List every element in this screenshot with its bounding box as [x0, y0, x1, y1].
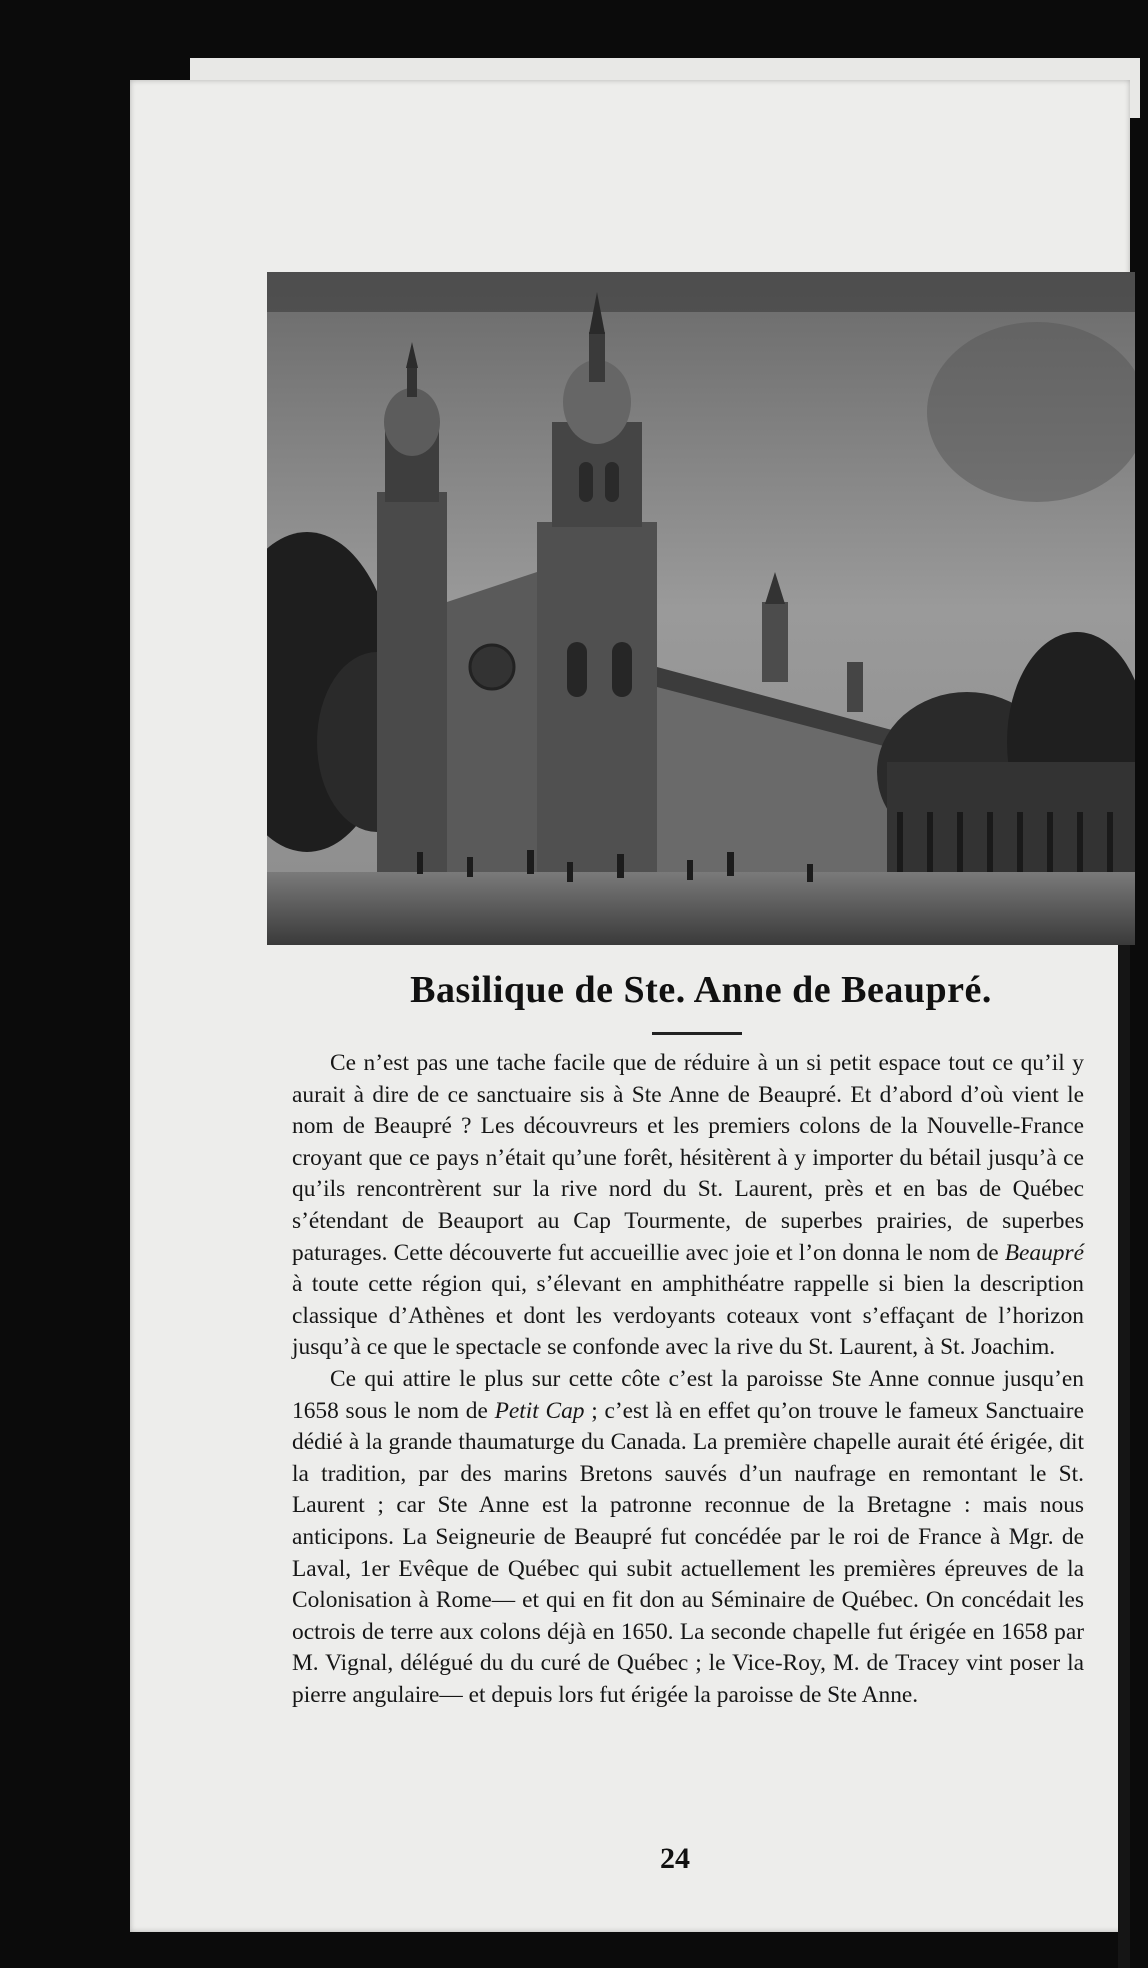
paragraph-2-text: Ce qui attire le plus sur cette côte c’est la paroisse Ste Anne connue jusqu’en 1658 sous le nom de [292, 1365, 1084, 1424]
photo-caption: Basilique de Ste. Anne de Beaupré. [410, 969, 992, 1011]
article-paragraph-1 [292, 1048, 1084, 1364]
page-number: 24 [660, 1842, 690, 1875]
paragraph-2-italic: Petit Cap [494, 1397, 585, 1424]
paragraph-1-italic: Beaupré [1004, 1239, 1084, 1266]
article-paragraph-2 [292, 1364, 1084, 1712]
caption-divider [652, 1032, 742, 1035]
paragraph-1-text: Ce n’est pas une tache facile que de réduire à un si petit espace tout ce qu’il y aurait à dire de ce sanctuaire sis à Ste Anne de Beaupré. Et d’abord d’où vient le nom de Beaupré ? Les découvreurs et les premiers colons de la Nouvelle-France croyant que ce pays n’était qu’une forêt, hésitèrent à y importer du bétail jusqu’à ce qu’ils rencontrèrent sur la rive nord du St. Laurent, près et en bas de Québec s’étendant de Beauport au Cap Tourmente, de superbes prairies, de superbes paturages. Cette découverte fut accueillie avec joie et l’on donna le nom de [292, 1050, 1084, 1266]
paragraph-1-text-end: à toute cette région qui, s’élevant en amphithéatre rappelle si bien la description classique d’Athènes et dont les verdoyants coteaux vont s’effaçant de l’horizon jusqu’à ce que le spectacle se confonde avec la rive du St. Laurent, à St. Joachim. [292, 1271, 1084, 1361]
basilica-photo-illustration [267, 272, 1135, 945]
article-body [292, 1048, 1084, 1711]
paragraph-2-text-end: ; c’est là en effet qu’on trouve le fameux Sanctuaire dédié à la grande thaumaturge du Canada. La première chapelle aurait été érigée, dit la tradition, par des marins Bretons sauvés d’un naufrage en remontant le St. Laurent ; car Ste Anne est la patronne reconnue de la Bretagne : mais nous anticipons. La Seigneurie de Beaupré fut concédée par le roi de France à Mgr. de Laval, 1er Evêque de Québec qui subit actuellement les premières épreuves de la Colonisation à Rome— et qui en fit don au Séminaire de Québec. On concédait les octrois de terre aux colons déjà en 1650. La seconde chapelle fut érigée en 1658 par M. Vignal, délégué du du curé de Québec ; le Vice-Roy, M. de Tracey vint poser la pierre angulaire— et depuis lors fut érigée la paroisse de Ste Anne. [292, 1397, 1084, 1708]
basilica-photograph [267, 272, 1135, 945]
